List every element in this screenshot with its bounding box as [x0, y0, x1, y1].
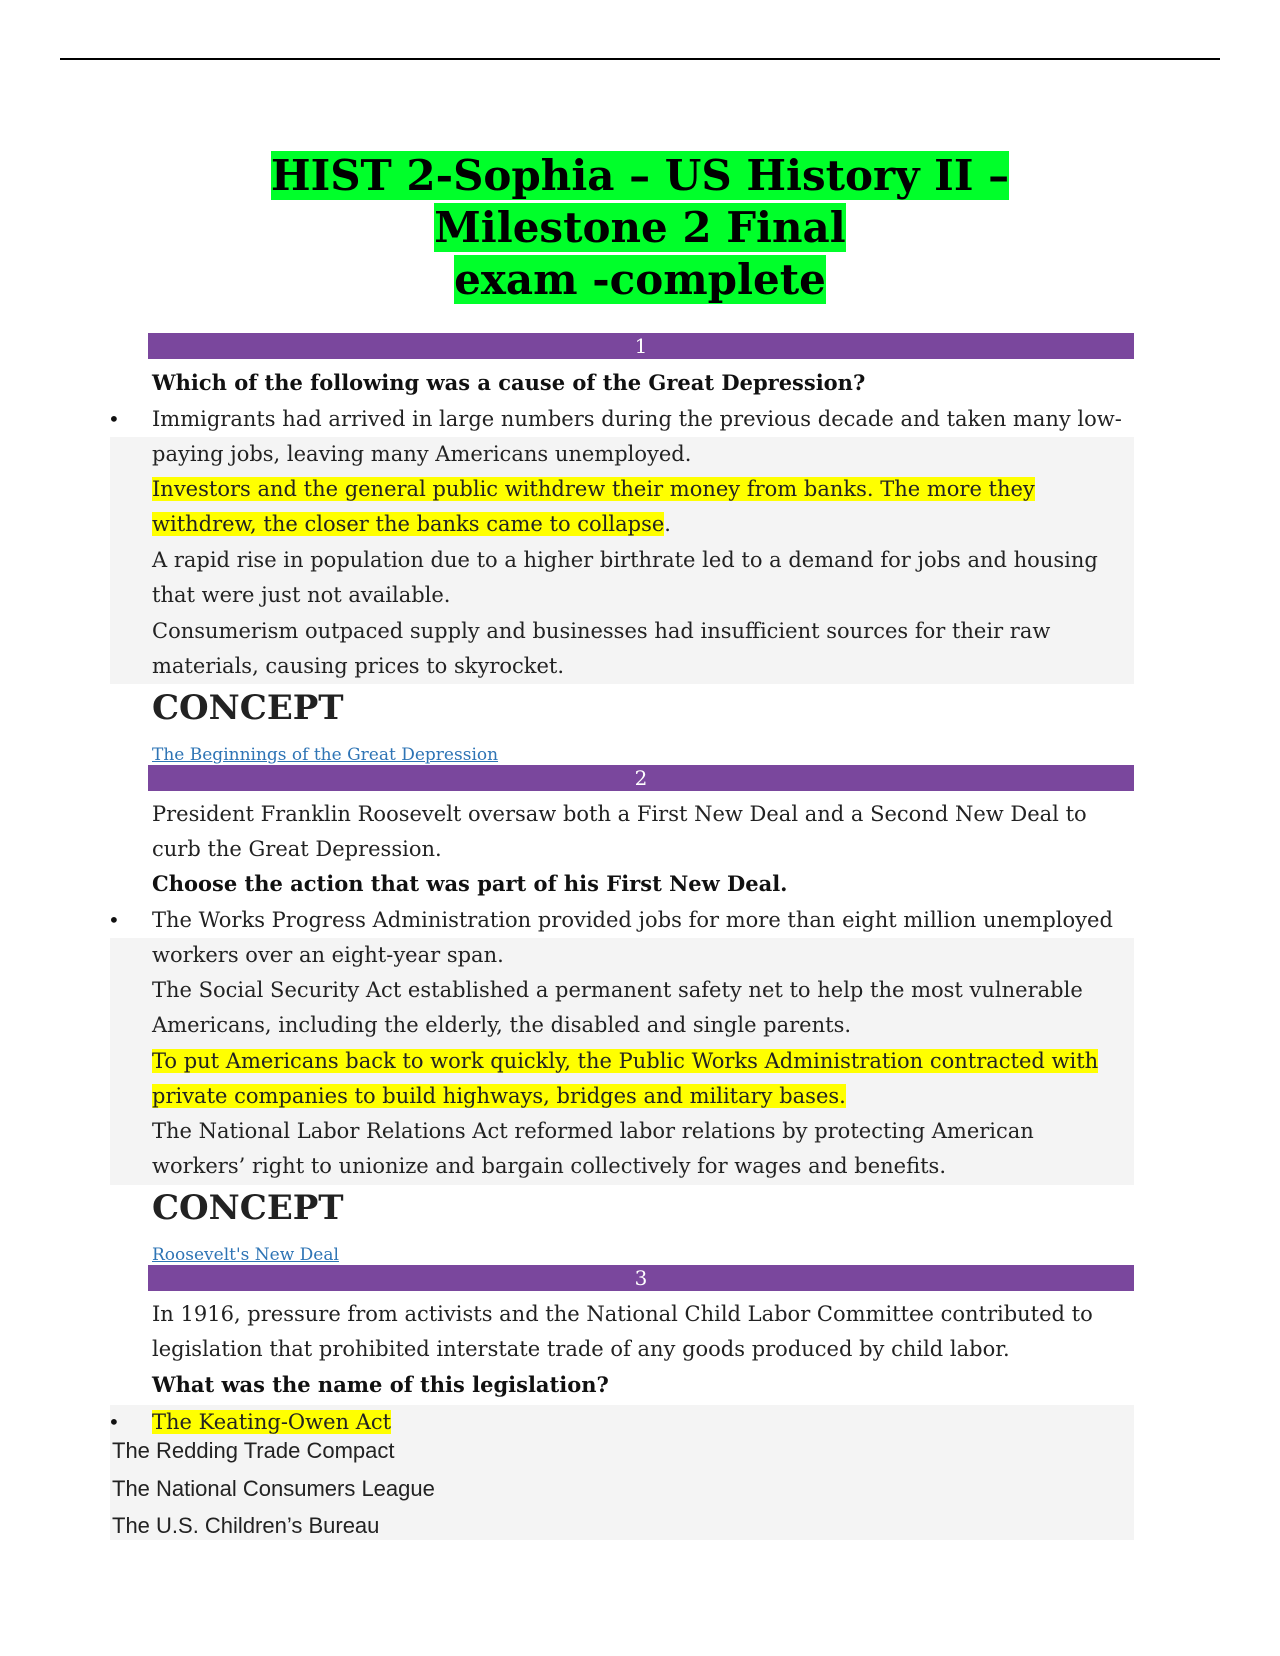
q3-option-3[interactable]: The National Consumers League [112, 1476, 435, 1501]
title-line-1: HIST 2-Sophia – US History II – Milestone 2 Final [270, 151, 1010, 252]
q3-option-2[interactable]: The Redding Trade Compact [112, 1438, 395, 1463]
top-rule [60, 58, 1220, 60]
q2-option-1-line-2[interactable]: workers over an eight-year span. [152, 943, 504, 967]
title-line-2: exam -complete [454, 255, 826, 304]
bullet-icon: • [108, 1410, 120, 1434]
q1-option-3-line-2[interactable]: that were just not available. [152, 583, 451, 607]
q1-option-1-line-1[interactable]: Immigrants had arrived in large numbers during the previous decade and taken many low- [152, 407, 1122, 431]
q2-concept-heading: CONCEPT [152, 1188, 344, 1228]
q1-option-2-line-1[interactable] [152, 472, 1142, 507]
q3-stem-line-2: legislation that prohibited interstate trade of any goods produced by child labor. [152, 1337, 1010, 1361]
q1-concept-link[interactable]: The Beginnings of the Great Depression [152, 745, 499, 765]
q2-option-3-line-1[interactable] [152, 1044, 1142, 1079]
q2-option-2-line-1[interactable]: The Social Security Act established a permanent safety net to help the most vulnerable [152, 978, 1083, 1002]
answer-highlight: Investors and the general public withdrew their money from banks. The more they [152, 477, 1035, 501]
q2-concept-link[interactable]: Roosevelt's New Deal [152, 1245, 339, 1265]
q1-option-4-line-1[interactable]: Consumerism outpaced supply and businesses had insufficient sources for their raw [152, 619, 1051, 643]
q1-option-1-line-2[interactable]: paying jobs, leaving many Americans unemployed. [152, 442, 692, 466]
question-3-header: 3 [148, 1265, 1134, 1291]
q1-option-4-line-2[interactable]: materials, causing prices to skyrocket. [152, 654, 565, 678]
q2-stem-line-1: President Franklin Roosevelt oversaw both a First New Deal and a Second New Deal to [152, 802, 1087, 826]
answer-highlight: To put Americans back to work quickly, the Public Works Administration contracted with [152, 1049, 1099, 1073]
q1-option-2-line-2[interactable] [152, 507, 1142, 542]
q1-option-3-line-1[interactable]: A rapid rise in population due to a higher birthrate led to a demand for jobs and housing [152, 548, 1098, 572]
question-1-header: 1 [148, 333, 1134, 359]
q2-stem-line-2: curb the Great Depression. [152, 837, 442, 861]
q2-option-4-line-1[interactable]: The National Labor Relations Act reformed labor relations by protecting American [152, 1119, 1034, 1143]
q3-stem-line-1: In 1916, pressure from activists and the National Child Labor Committee contributed to [152, 1302, 1093, 1326]
bullet-icon: • [108, 407, 120, 431]
q2-option-3-line-2[interactable] [152, 1079, 1142, 1114]
q1-concept-heading: CONCEPT [152, 688, 344, 728]
q2-option-4-line-2[interactable]: workers’ right to unionize and bargain collectively for wages and benefits. [152, 1154, 946, 1178]
answer-period: . [664, 512, 671, 536]
answer-highlight: private companies to build highways, bridges and military bases. [152, 1084, 846, 1108]
question-2-header: 2 [148, 765, 1134, 791]
question-2-prompt: Choose the action that was part of his First New Deal. [152, 871, 788, 896]
bullet-icon: • [108, 908, 120, 932]
document-title [150, 150, 1130, 306]
answer-highlight: The Keating-Owen Act [152, 1410, 392, 1434]
question-1-prompt: Which of the following was a cause of the Great Depression? [152, 370, 866, 395]
q2-option-2-line-2[interactable]: Americans, including the elderly, the disabled and single parents. [152, 1013, 852, 1037]
q3-option-4[interactable]: The U.S. Children’s Bureau [112, 1513, 380, 1538]
q3-option-1[interactable] [152, 1405, 1142, 1440]
question-3-prompt: What was the name of this legislation? [152, 1372, 609, 1397]
answer-highlight: withdrew, the closer the banks came to collapse [152, 512, 665, 536]
q2-option-1-line-1[interactable]: The Works Progress Administration provided jobs for more than eight million unemployed [152, 908, 1113, 932]
